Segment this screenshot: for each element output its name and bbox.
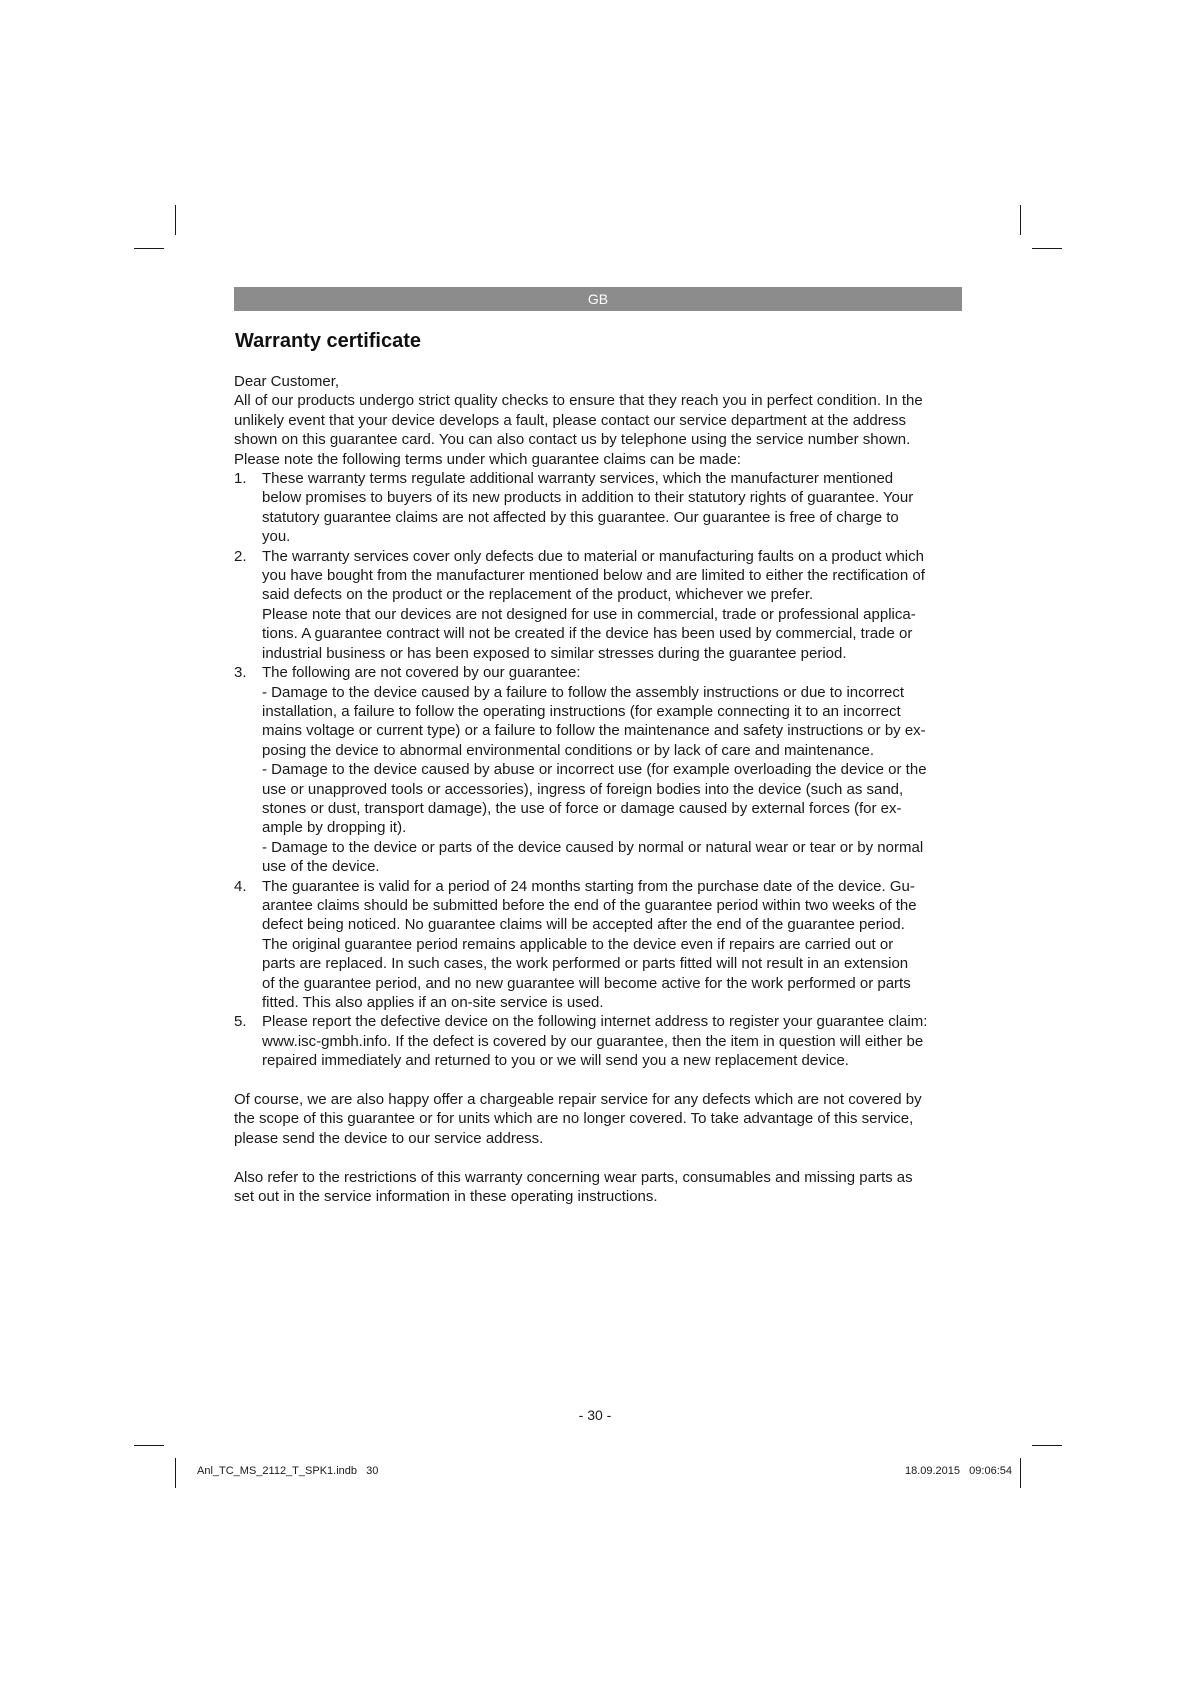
salutation: Dear Customer, [234,373,340,390]
term-line: - Damage to the device caused by a failure to follow the assembly instructions or due to incorrect [262,683,904,701]
term-line: you. [262,528,291,546]
crop-mark-top-right-horizontal [1032,248,1062,249]
term-line: mains voltage or current type) or a failure to follow the maintenance and safety instructions or by ex- [262,722,926,740]
term-line: said defects on the product or the replacement of the product, whichever we prefer. [262,586,814,604]
term-line: The following are not covered by our guarantee: [262,664,581,682]
repair-service-paragraph [234,1090,964,1148]
term-line: www.isc-gmbh.info. If the defect is covered by our guarantee, then the item in question will either be [262,1032,924,1050]
term-line: Please note that our devices are not designed for use in commercial, trade or professional applica- [262,605,916,623]
term-line: posing the device to abnormal environmental conditions or by lack of care and maintenance. [262,741,875,759]
warranty-body [234,372,964,1206]
term-line: Please report the defective device on the following internet address to register your guarantee claim: [262,1013,928,1031]
term-line: These warranty terms regulate additional warranty services, which the manufacturer mentioned [262,470,894,488]
crop-mark-top-left-horizontal [134,248,164,249]
print-footer-file: Anl_TC_MS_2112_T_SPK1.indb 30 [197,1465,379,1477]
term-number: 2. [234,547,247,565]
crop-mark-bottom-left-vertical [175,1458,176,1488]
term-line: - Damage to the device caused by abuse or incorrect use (for example overloading the device or the [262,761,927,779]
repair-line: please send the device to our service address. [234,1129,544,1147]
restrictions-line: set out in the service information in these operating instructions. [234,1188,658,1206]
term-line: tions. A guarantee contract will not be created if the device has been used by commercial, trade or [262,625,913,643]
term-line: statutory guarantee claims are not affected by this guarantee. Our guarantee is free of charge to [262,508,899,526]
crop-mark-bottom-left-horizontal [134,1445,164,1446]
term-item-2 [234,547,964,663]
term-line: - Damage to the device or parts of the device caused by normal or natural wear or tear or by normal [262,838,924,856]
term-number: 5. [234,1013,247,1031]
restrictions-paragraph [234,1168,964,1207]
language-bar: GB [234,287,962,311]
restrictions-line: Also refer to the restrictions of this warranty concerning wear parts, consumables and missing parts as [234,1168,913,1186]
term-number: 1. [234,470,247,488]
term-item-3 [234,663,964,876]
term-line: of the guarantee period, and no new guarantee will become active for the work performed or parts [262,974,911,992]
term-line: ample by dropping it). [262,819,407,837]
term-line: installation, a failure to follow the operating instructions (for example connecting it to an incorrect [262,702,901,720]
intro-paragraph [234,391,964,469]
warranty-terms-list [234,469,964,1071]
term-line: The guarantee is valid for a period of 24 months starting from the purchase date of the device. Gu- [262,877,915,895]
term-item-4 [234,877,964,1013]
term-line: stones or dust, transport damage), the use of force or damage caused by external forces (for ex- [262,799,902,817]
term-line: below promises to buyers of its new products in addition to their statutory rights of guarantee. Your [262,489,914,507]
term-line: fitted. This also applies if an on-site service is used. [262,994,604,1011]
intro-line: unlikely event that your device develops a fault, please contact our service department at the address [234,411,907,429]
term-line: repaired immediately and returned to you or we will send you a new replacement device. [262,1052,849,1070]
crop-mark-top-left-vertical [175,205,176,235]
crop-mark-bottom-right-vertical [1020,1458,1021,1488]
intro-line: All of our products undergo strict quality checks to ensure that they reach you in perfect condition. In the [234,392,923,410]
term-line: use of the device. [262,858,380,876]
crop-mark-bottom-right-horizontal [1032,1445,1062,1446]
page-number: - 30 - [578,1407,612,1423]
term-line: defect being noticed. No guarantee claims will be accepted after the end of the guarantee period. [262,916,905,934]
term-line: you have bought from the manufacturer mentioned below and are limited to either the rectification of [262,567,925,585]
term-line: arantee claims should be submitted before the end of the guarantee period within two weeks of the [262,896,917,914]
term-line: parts are replaced. In such cases, the work performed or parts fitted will not result in an extension [262,955,909,973]
term-item-5 [234,1012,964,1070]
term-number: 4. [234,877,247,895]
intro-line: Please note the following terms under which guarantee claims can be made: [234,450,741,468]
page-title: Warranty certificate [235,330,421,352]
term-line: industrial business or has been exposed to similar stresses during the guarantee period. [262,644,847,662]
crop-mark-top-right-vertical [1020,205,1021,235]
term-line: The warranty services cover only defects due to material or manufacturing faults on a product which [262,547,924,565]
repair-line: Of course, we are also happy offer a chargeable repair service for any defects which are not covered by [234,1091,922,1109]
repair-line: the scope of this guarantee or for units which are no longer covered. To take advantage of this service, [234,1110,914,1128]
term-line: use or unapproved tools or accessories), ingress of foreign bodies into the device (such as sand, [262,780,904,798]
term-item-1 [234,469,964,547]
term-line: The original guarantee period remains applicable to the device even if repairs are carried out or [262,935,894,953]
term-number: 3. [234,664,247,682]
print-footer-date: 18.09.2015 09:06:54 [904,1465,1012,1477]
intro-line: shown on this guarantee card. You can also contact us by telephone using the service number shown. [234,431,911,449]
